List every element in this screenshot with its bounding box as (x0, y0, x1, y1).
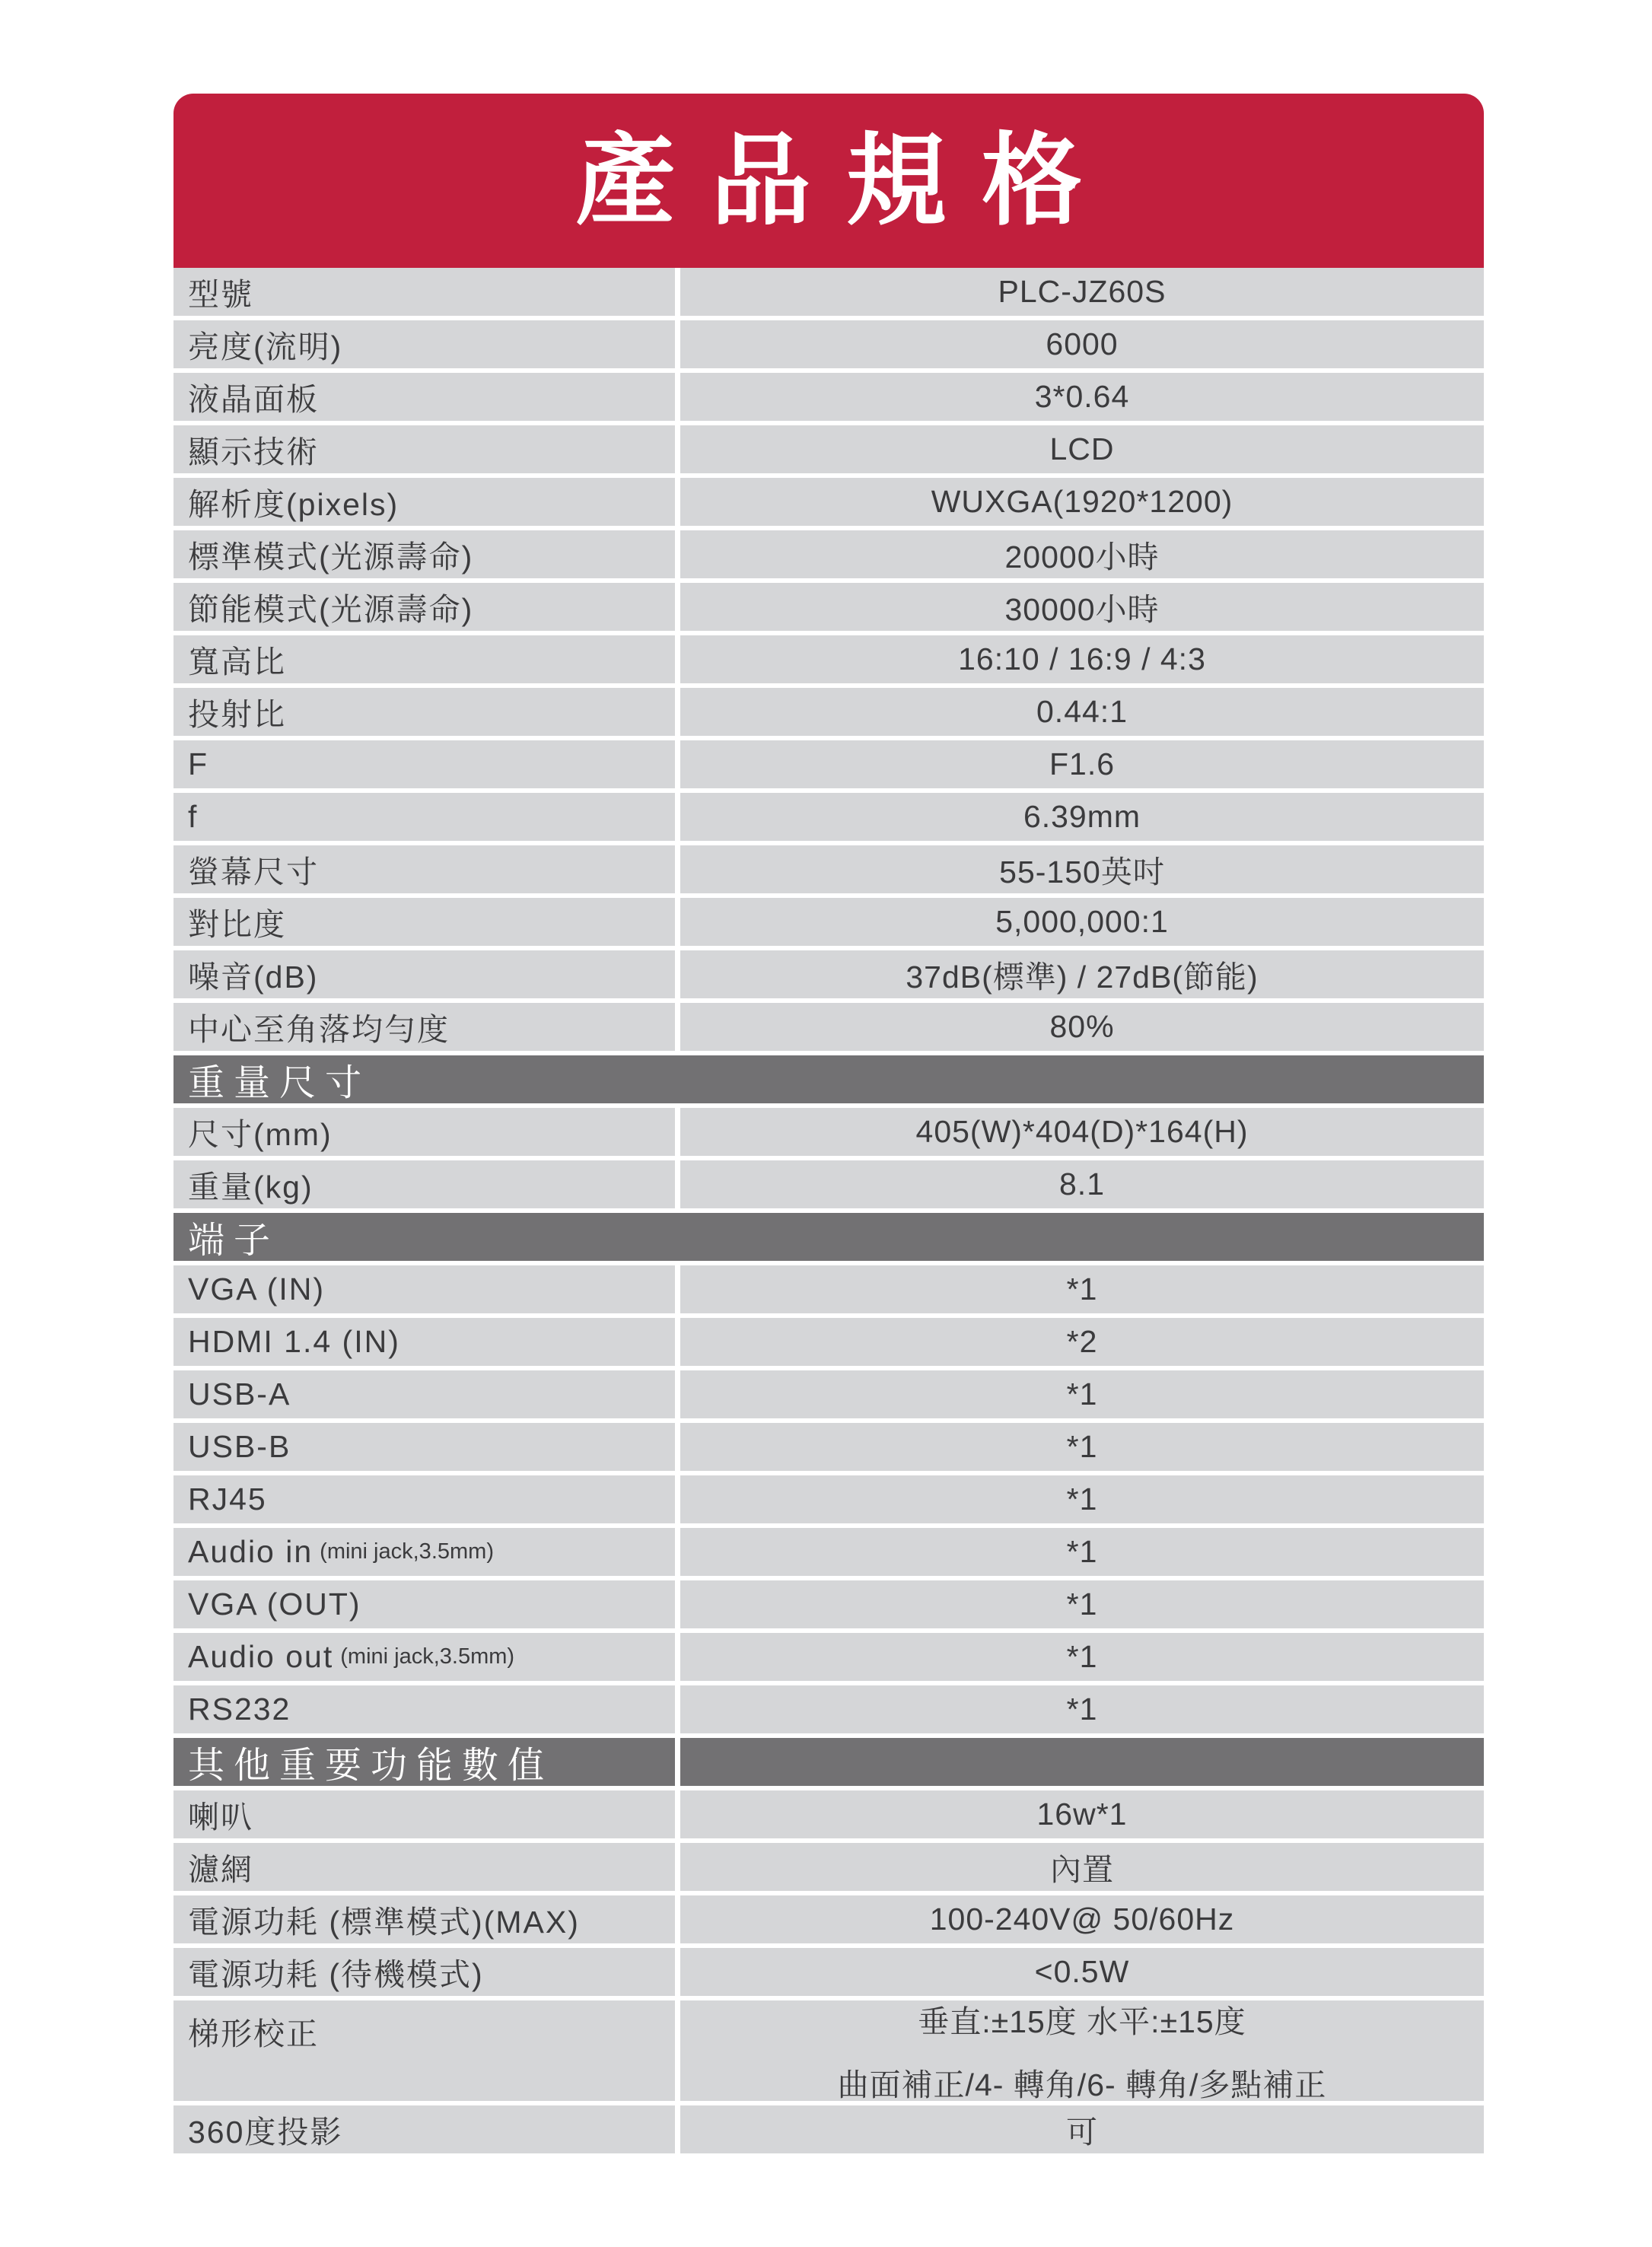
table-row (173, 1528, 1484, 1576)
row-label: 亮度(流明) (173, 320, 675, 368)
table-row (173, 1895, 1484, 1943)
table-row (173, 1370, 1484, 1418)
table-row (173, 1790, 1484, 1838)
row-value: 可 (680, 2105, 1484, 2153)
row-value: 內置 (680, 1843, 1484, 1891)
section-title: 重量尺寸 (188, 1063, 371, 1103)
table-row (173, 1685, 1484, 1733)
table-row (173, 635, 1484, 683)
keystone-value-line1: 垂直:±15度 水平:±15度 (918, 2004, 1246, 2039)
row-value: 8.1 (680, 1160, 1484, 1208)
table-row (173, 1948, 1484, 1996)
section-header-ports (173, 1213, 1484, 1261)
row-label: 顯示技術 (173, 425, 675, 473)
row-value (680, 2000, 1484, 2101)
row-value: 5,000,000:1 (680, 898, 1484, 946)
table-row (173, 320, 1484, 368)
row-label: 電源功耗 (待機模式) (173, 1948, 675, 1996)
spec-content (173, 94, 1484, 2153)
table-row (173, 1108, 1484, 1156)
table-row (173, 1475, 1484, 1523)
row-label: 寬高比 (173, 635, 675, 683)
row-label: 液晶面板 (173, 373, 675, 421)
table-row (173, 1633, 1484, 1681)
row-label: 梯形校正 (173, 2000, 675, 2101)
section-header-other-features (173, 1738, 1484, 1786)
table-row (173, 478, 1484, 526)
title-banner (173, 94, 1484, 268)
row-label: 噪音(dB) (173, 950, 675, 998)
table-row (173, 845, 1484, 893)
row-value: 55-150英吋 (680, 845, 1484, 893)
table-row (173, 373, 1484, 421)
row-value: 80% (680, 1003, 1484, 1051)
row-label: 對比度 (173, 898, 675, 946)
table-row (173, 425, 1484, 473)
row-label: 螢幕尺寸 (173, 845, 675, 893)
row-value: 20000小時 (680, 530, 1484, 578)
row-value: 30000小時 (680, 583, 1484, 631)
row-value: *1 (680, 1685, 1484, 1733)
row-label: USB-B (173, 1423, 675, 1471)
row-value: 6.39mm (680, 793, 1484, 841)
row-value: 16w*1 (680, 1790, 1484, 1838)
row-label-text: Audio in (188, 1534, 314, 1569)
row-label: 360度投影 (173, 2105, 675, 2153)
row-label-note: (mini jack,3.5mm) (320, 1539, 494, 1564)
row-value: 6000 (680, 320, 1484, 368)
table-row (173, 1160, 1484, 1208)
section-header-weight-size (173, 1055, 1484, 1103)
table-row (173, 2105, 1484, 2153)
spec-table (173, 268, 1484, 2153)
section-title: 其他重要功能數值 (188, 1746, 554, 1786)
row-value: 0.44:1 (680, 688, 1484, 736)
table-row (173, 1003, 1484, 1051)
row-label: 標準模式(光源壽命) (173, 530, 675, 578)
table-row-keystone (173, 2000, 1484, 2101)
table-row (173, 583, 1484, 631)
row-label (173, 1528, 675, 1576)
row-value: *1 (680, 1475, 1484, 1523)
table-row (173, 950, 1484, 998)
row-label: 型號 (173, 268, 675, 316)
row-value: *1 (680, 1423, 1484, 1471)
row-label-note: (mini jack,3.5mm) (340, 1644, 515, 1669)
row-label: RJ45 (173, 1475, 675, 1523)
section-band-segment (680, 1738, 1484, 1786)
table-row (173, 1580, 1484, 1628)
row-value: LCD (680, 425, 1484, 473)
table-row (173, 530, 1484, 578)
row-value: *1 (680, 1528, 1484, 1576)
row-label: 電源功耗 (標準模式)(MAX) (173, 1895, 675, 1943)
row-label: VGA (IN) (173, 1265, 675, 1313)
row-value: WUXGA(1920*1200) (680, 478, 1484, 526)
table-row (173, 268, 1484, 316)
table-row (173, 688, 1484, 736)
row-value: 37dB(標準) / 27dB(節能) (680, 950, 1484, 998)
row-value: *2 (680, 1318, 1484, 1366)
row-label: 中心至角落均勻度 (173, 1003, 675, 1051)
row-label: 投射比 (173, 688, 675, 736)
row-value: *1 (680, 1580, 1484, 1628)
keystone-value-line2: 曲面補正/4- 轉角/6- 轉角/多點補正 (837, 2067, 1327, 2102)
row-value: 405(W)*404(D)*164(H) (680, 1108, 1484, 1156)
row-label: 尺寸(mm) (173, 1108, 675, 1156)
table-row (173, 1843, 1484, 1891)
row-label: 濾網 (173, 1843, 675, 1891)
row-value: *1 (680, 1633, 1484, 1681)
table-row (173, 898, 1484, 946)
row-label: USB-A (173, 1370, 675, 1418)
row-label: RS232 (173, 1685, 675, 1733)
table-row (173, 1265, 1484, 1313)
table-row (173, 1423, 1484, 1471)
table-row (173, 1318, 1484, 1366)
row-label: 節能模式(光源壽命) (173, 583, 675, 631)
row-label-text: Audio out (188, 1639, 334, 1674)
row-label: f (173, 793, 675, 841)
row-label: 喇叭 (173, 1790, 675, 1838)
row-label (173, 1633, 675, 1681)
row-value: 16:10 / 16:9 / 4:3 (680, 635, 1484, 683)
table-row (173, 740, 1484, 788)
row-label: HDMI 1.4 (IN) (173, 1318, 675, 1366)
section-title-segment (173, 1738, 675, 1786)
row-value: 3*0.64 (680, 373, 1484, 421)
row-value: 100-240V@ 50/60Hz (680, 1895, 1484, 1943)
row-value: PLC-JZ60S (680, 268, 1484, 316)
row-value: F1.6 (680, 740, 1484, 788)
section-title: 端子 (188, 1221, 280, 1261)
row-value: *1 (680, 1265, 1484, 1313)
row-value: *1 (680, 1370, 1484, 1418)
row-label: F (173, 740, 675, 788)
table-row (173, 793, 1484, 841)
row-label: 解析度(pixels) (173, 478, 675, 526)
page-title: 產品規格 (575, 124, 1117, 237)
row-label: 重量(kg) (173, 1160, 675, 1208)
row-value: <0.5W (680, 1948, 1484, 1996)
row-label: VGA (OUT) (173, 1580, 675, 1628)
